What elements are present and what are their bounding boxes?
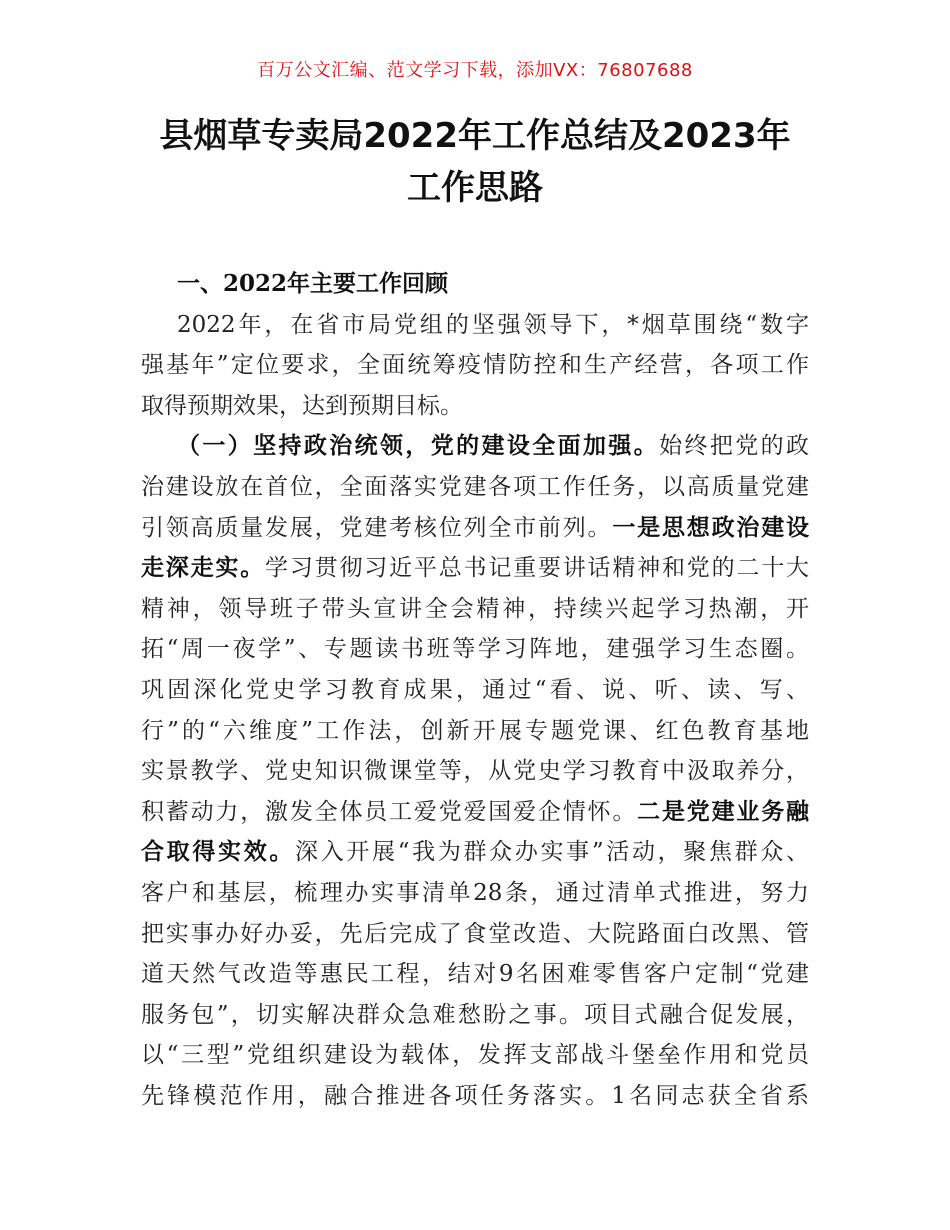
paragraph-line bbox=[141, 995, 809, 1036]
text-run: 积蓄动力，激发全体员工爱党爱国爱企情怀。 bbox=[141, 798, 638, 825]
text-run: 强基年”定位要求，全面统筹疫情防控和生产经营，各项工作 bbox=[141, 352, 809, 379]
title-line: 县烟草专卖局2022年工作总结及2023年 bbox=[159, 116, 791, 156]
text-run: 学习贯彻习近平总书记重要讲话精神和党的二十大 bbox=[265, 555, 810, 582]
paragraph-line bbox=[141, 548, 809, 589]
paragraph-line bbox=[141, 873, 809, 914]
text-run: 客户和基层，梳理办实事清单28条，通过清单式推进，努力 bbox=[141, 879, 809, 906]
bold-text: （一）坚持政治统领，党的建设全面加强。 bbox=[177, 432, 660, 460]
text-run: 深入开展“我为群众办实事”活动，聚焦群众、 bbox=[295, 839, 809, 866]
paragraph-line bbox=[141, 345, 809, 386]
document-body bbox=[141, 264, 809, 1116]
text-run: 精神，领导班子带头宣讲全会精神，持续兴起学习热潮，开 bbox=[141, 595, 809, 622]
paragraph-line bbox=[141, 1035, 809, 1076]
text-run: 2022年，在省市局党组的坚强领导下，*烟草围绕“数字 bbox=[177, 311, 809, 338]
paragraph-line bbox=[141, 670, 809, 711]
text-run: 始终把党的政 bbox=[659, 433, 809, 460]
title-line: 工作思路 bbox=[407, 168, 543, 208]
header-watermark: 百万公文汇编、范文学习下载，添加VX：76807688 bbox=[257, 60, 693, 81]
text-run: 实景教学、党史知识微课堂等，从党史学习教育中汲取养分， bbox=[141, 758, 809, 785]
paragraph-line bbox=[141, 954, 809, 995]
bold-text: 一是思想政治建设 bbox=[612, 513, 810, 541]
paragraph-line bbox=[141, 751, 809, 792]
text-run: 以“三型”党组织建设为载体，发挥支部战斗堡垒作用和党员 bbox=[141, 1042, 809, 1069]
section-heading: 一、2022年主要工作回顾 bbox=[177, 270, 449, 297]
text-run: 把实事办好办妥，先后完成了食堂改造、大院路面白改黑、管 bbox=[141, 920, 809, 947]
bold-text: 走深走实。 bbox=[141, 554, 266, 582]
text-run: 巩固深化党史学习教育成果，通过“看、说、听、读、写、 bbox=[141, 676, 809, 703]
paragraph-line bbox=[141, 1076, 809, 1117]
text-run: 先锋模范作用，融合推进各项任务落实。1名同志获全省系 bbox=[141, 1082, 809, 1109]
paragraph-line bbox=[141, 467, 809, 508]
text-run: 引领高质量发展，党建考核位列全市前列。 bbox=[141, 514, 613, 541]
bold-text: 二是党建业务融 bbox=[637, 797, 810, 825]
paragraph-line bbox=[141, 711, 809, 752]
paragraph-line bbox=[141, 914, 809, 955]
paragraph-line bbox=[141, 832, 809, 873]
text-run: 道天然气改造等惠民工程，结对9名困难零售客户定制“党建 bbox=[141, 961, 809, 988]
paragraph-line bbox=[141, 589, 809, 630]
paragraph-line bbox=[141, 508, 809, 549]
paragraph-line bbox=[141, 386, 809, 427]
document-title bbox=[0, 110, 950, 214]
paragraph-line bbox=[141, 305, 809, 346]
text-run: 服务包”，切实解决群众急难愁盼之事。项目式融合促发展， bbox=[141, 1001, 809, 1028]
paragraph-line bbox=[141, 792, 809, 833]
text-run: 拓“周一夜学”、专题读书班等学习阵地，建强学习生态圈。 bbox=[141, 636, 809, 663]
text-run: 取得预期效果，达到预期目标。 bbox=[141, 392, 463, 419]
paragraph-line bbox=[141, 629, 809, 670]
paragraph-line bbox=[141, 426, 809, 467]
text-run: 治建设放在首位，全面落实党建各项工作任务，以高质量党建 bbox=[141, 473, 809, 500]
bold-text: 合取得实效。 bbox=[141, 838, 296, 866]
text-run: 行”的“六维度”工作法，创新开展专题党课、红色教育基地 bbox=[141, 717, 809, 744]
